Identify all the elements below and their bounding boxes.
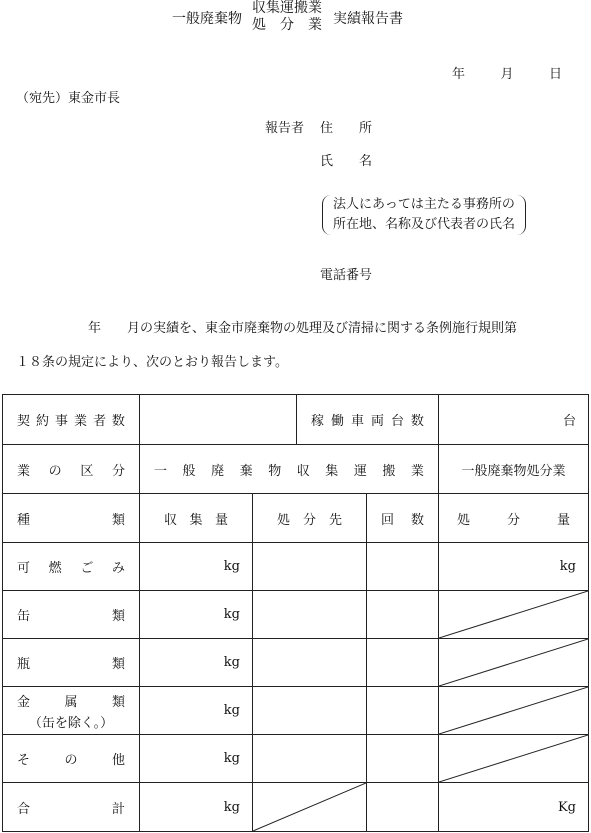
date-month-label: 月 xyxy=(500,67,514,82)
body-text-line: １８条の規定により、次のとおり報告します。 xyxy=(16,355,288,370)
category-label-cell xyxy=(3,639,140,687)
vehicle-count-label xyxy=(297,395,439,445)
name-label: 氏 名 xyxy=(320,154,373,169)
diagonal-slash xyxy=(439,639,588,686)
disposal-amount-header xyxy=(439,494,589,543)
destination-cell[interactable] xyxy=(253,687,367,735)
reporter-label: 報告者 xyxy=(265,121,305,136)
category-label-cell xyxy=(3,591,140,639)
vehicle-count-unit[interactable]: 台 xyxy=(439,395,589,445)
collected-amount-cell[interactable]: kg xyxy=(140,639,253,687)
title-business-types xyxy=(252,0,322,34)
spaced-label: 一 般 廃 棄 物 収 集 運 搬 業 xyxy=(154,463,424,479)
destination-cell[interactable] xyxy=(253,591,367,639)
destination-cell[interactable] xyxy=(253,639,367,687)
spaced-label: 収 集 量 xyxy=(164,512,228,528)
count-cell[interactable] xyxy=(367,543,439,591)
collected-amount-cell[interactable]: kg xyxy=(140,735,253,783)
count-cell[interactable] xyxy=(367,639,439,687)
collection-business-label xyxy=(140,445,439,494)
table-row xyxy=(3,591,589,639)
total-disposal-unit[interactable]: Kg xyxy=(439,783,589,832)
table-row xyxy=(3,735,589,783)
contractor-count-value[interactable] xyxy=(140,395,297,445)
spaced-label: 稼 働 車 両 台 数 xyxy=(311,414,424,429)
title-suffix: 実績報告書 xyxy=(333,11,403,27)
diagonal-slash xyxy=(439,687,588,734)
count-cell[interactable] xyxy=(367,591,439,639)
spaced-label: 缶 類 xyxy=(17,609,125,624)
diagonal-slash xyxy=(439,591,588,638)
spaced-label: 種 類 xyxy=(17,512,125,528)
category-label-cell xyxy=(3,687,140,735)
spaced-label: 処 分 先 xyxy=(277,512,342,528)
date-year-label: 年 xyxy=(452,67,466,82)
contractor-count-label xyxy=(3,395,140,445)
spaced-label: 契 約 事 業 者 数 xyxy=(17,414,125,429)
business-type-label xyxy=(3,445,140,494)
table-row xyxy=(3,687,589,735)
collected-amount-header xyxy=(140,494,253,543)
total-collected-unit[interactable]: kg xyxy=(140,783,253,832)
total-destination-cell xyxy=(253,783,367,832)
phone-label: 電話番号 xyxy=(320,268,373,283)
total-label xyxy=(3,783,140,832)
spaced-label: 金 属 類 xyxy=(17,694,125,710)
report-table xyxy=(2,394,589,832)
address-label: 住 所 xyxy=(320,121,373,136)
spaced-label: 合 計 xyxy=(17,801,125,817)
spaced-label: 処 分 量 xyxy=(457,512,570,528)
destination-cell[interactable] xyxy=(253,543,367,591)
disposal-amount-cell-na xyxy=(439,639,589,687)
title-disposal-business: 処 分 業 xyxy=(252,17,322,33)
count-header xyxy=(367,494,439,543)
corporation-note-line: 法人にあっては主たる事務所の xyxy=(333,197,515,212)
title-prefix: 一般廃棄物 xyxy=(172,11,242,27)
date-day-label: 日 xyxy=(548,67,562,82)
corporation-note-line: 所在地、名称及び代表者の氏名 xyxy=(333,217,516,232)
type-header xyxy=(3,494,140,543)
spaced-label: 可 燃 ご み xyxy=(17,561,125,576)
disposal-amount-cell-na xyxy=(439,735,589,783)
diagonal-slash xyxy=(253,783,366,831)
category-label-cell xyxy=(3,735,140,783)
destination-cell[interactable] xyxy=(253,735,367,783)
category-sublabel: （缶を除く。） xyxy=(28,715,114,731)
spaced-label: そ の 他 xyxy=(17,753,125,768)
corporation-note xyxy=(322,195,526,235)
destination-header xyxy=(253,494,367,543)
spaced-label: 回 数 xyxy=(381,512,424,528)
total-count-cell[interactable] xyxy=(367,783,439,832)
table-row xyxy=(3,639,589,687)
table-row xyxy=(3,543,589,591)
diagonal-slash xyxy=(439,735,588,782)
disposal-amount-cell[interactable]: kg xyxy=(439,543,589,591)
count-cell[interactable] xyxy=(367,735,439,783)
title-collection-business: 収集運搬業 xyxy=(252,0,322,16)
addressee: （宛先）東金市長 xyxy=(16,91,121,106)
collected-amount-cell[interactable]: kg xyxy=(140,543,253,591)
disposal-business-label: 一般廃棄物処分業 xyxy=(439,445,589,494)
collected-amount-cell[interactable]: kg xyxy=(140,687,253,735)
report-date xyxy=(452,63,562,82)
count-cell[interactable] xyxy=(367,687,439,735)
category-label-cell xyxy=(3,543,140,591)
body-text-line: 年 月の実績を、東金市廃棄物の処理及び清掃に関する条例施行規則第 xyxy=(88,321,518,336)
spaced-label: 瓶 類 xyxy=(17,657,125,672)
disposal-amount-cell-na xyxy=(439,591,589,639)
spaced-label: 業 の 区 分 xyxy=(17,463,125,479)
disposal-amount-cell-na xyxy=(439,687,589,735)
collected-amount-cell[interactable]: kg xyxy=(140,591,253,639)
